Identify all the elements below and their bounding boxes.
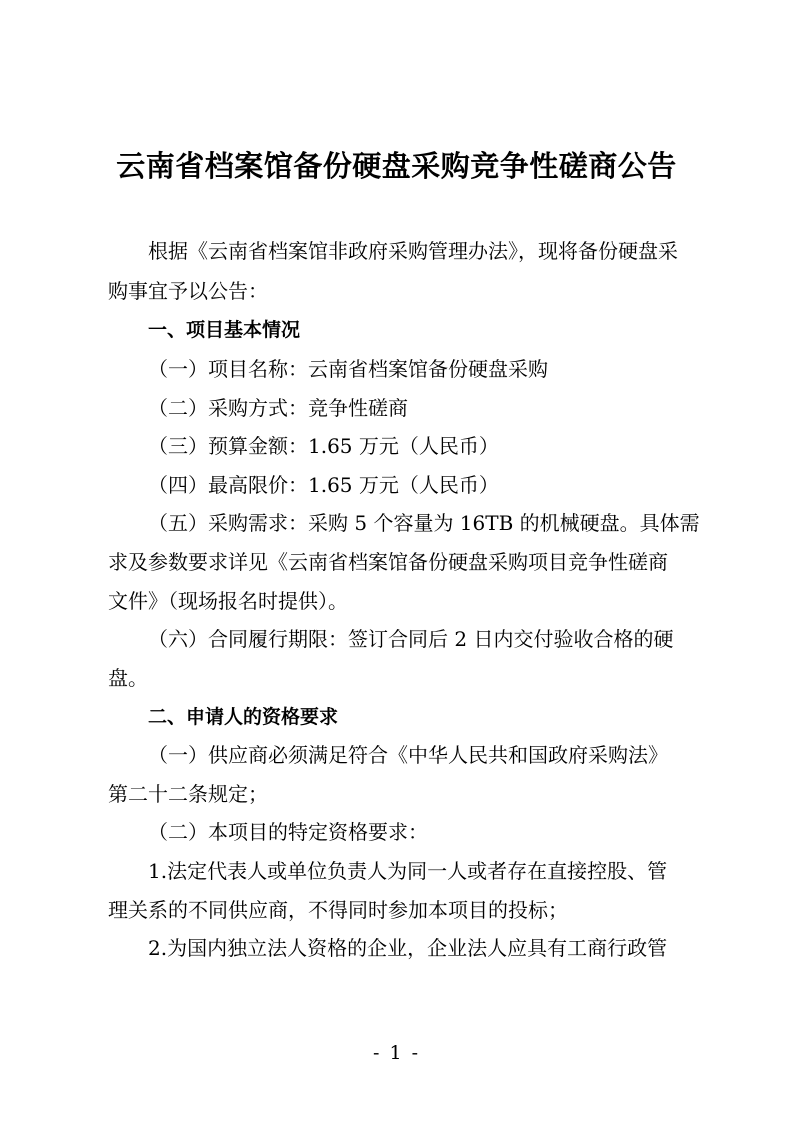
paragraph-line: （四）最高限价：1.65 万元（人民币） bbox=[148, 473, 499, 497]
section-heading: 二、申请人的资格要求 bbox=[148, 706, 339, 728]
paragraph-line: （六）合同履行期限：签订合同后 2 日内交付验收合格的硬 bbox=[148, 627, 674, 651]
paragraph-line: （二）本项目的特定资格要求： bbox=[148, 820, 428, 844]
paragraph-line: 根据《云南省档案馆非政府采购管理办法》，现将备份硬盘采 bbox=[148, 239, 678, 263]
paragraph-line: （五）采购需求：采购 5 个容量为 16TB 的机械硬盘。具体需 bbox=[148, 511, 700, 535]
paragraph-line: 第二十二条规定； bbox=[108, 782, 268, 806]
paragraph-line: 2.为国内独立法人资格的企业，企业法人应具有工商行政管 bbox=[148, 936, 668, 960]
paragraph-line: （一）供应商必须满足符合《中华人民共和国政府采购法》 bbox=[148, 743, 668, 767]
paragraph-line: 1.法定代表人或单位负责人为同一人或者存在直接控股、管 bbox=[148, 859, 668, 883]
document-title: 云南省档案馆备份硬盘采购竞争性磋商公告 bbox=[116, 149, 677, 183]
paragraph-line: （三）预算金额：1.65 万元（人民币） bbox=[148, 434, 499, 458]
paragraph-line: 理关系的不同供应商，不得同时参加本项目的投标； bbox=[108, 898, 568, 922]
paragraph-line: 文件》（现场报名时提供）。 bbox=[108, 589, 348, 613]
paragraph-line: 购事宜予以公告： bbox=[108, 279, 268, 303]
section-heading: 一、项目基本情况 bbox=[148, 319, 301, 341]
paragraph-line: （二）采购方式：竞争性磋商 bbox=[148, 396, 408, 420]
paragraph-line: （一）项目名称：云南省档案馆备份硬盘采购 bbox=[148, 357, 548, 381]
paragraph-line: 盘。 bbox=[108, 666, 148, 690]
page-number: - 1 - bbox=[372, 1042, 420, 1064]
paragraph-line: 求及参数要求详见《云南省档案馆备份硬盘采购项目竞争性磋商 bbox=[108, 550, 668, 574]
